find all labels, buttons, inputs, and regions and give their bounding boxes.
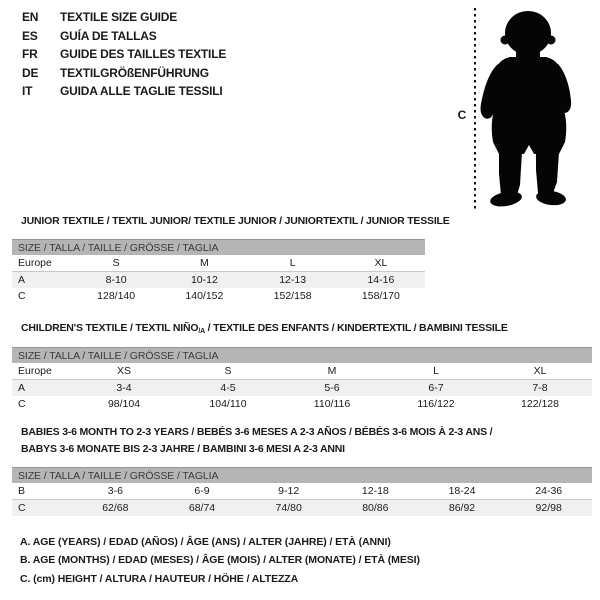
size-value-cell: 12-13: [279, 274, 307, 286]
children-title-rest: / TEXTILE DES ENFANTS / KINDERTEXTIL / BAMBINI TESSILE: [204, 322, 508, 334]
size-value-cell: M: [200, 257, 209, 269]
baby-silhouette-icon: [481, 11, 572, 209]
guide-title: GUIDE DES TAILLES TEXTILE: [60, 47, 227, 62]
junior-table-title: JUNIOR TEXTILE / TEXTIL JUNIOR/ TEXTILE JUNIOR / JUNIORTEXTIL / JUNIOR TESSILE: [21, 215, 450, 227]
table-row: [12, 272, 425, 288]
table-row: [12, 363, 592, 380]
size-header-band: SIZE / TALLA / TAILLE / GRÖSSE / TAGLIA: [12, 347, 592, 363]
height-measure-figure: [440, 2, 600, 214]
size-value-cell: L: [289, 257, 296, 269]
legend-line-c: C. (cm) HEIGHT / ALTURA / HAUTEUR / HÖHE / ALTEZZA: [20, 572, 299, 585]
row-label: A: [18, 382, 26, 394]
table-row: [12, 288, 425, 304]
size-value-cell: 74/80: [275, 502, 302, 514]
language-code: IT: [22, 84, 33, 99]
table-row: [12, 255, 425, 272]
size-value-cell: 98/104: [107, 398, 141, 410]
children-table-title: [21, 322, 508, 335]
row-label: C: [18, 502, 26, 514]
language-row: [22, 27, 226, 46]
legend-line-b: B. AGE (MONTHS) / EDAD (MESES) / ÂGE (MOIS) / ALTER (MONATE) / ETÀ (MESI): [20, 554, 420, 567]
legend-line-a: A. AGE (YEARS) / EDAD (AÑOS) / ÂGE (ANS) / ALTER (JAHRE) / ETÀ (ANNI): [20, 536, 391, 548]
language-row: [22, 45, 226, 64]
row-label: A: [18, 274, 26, 286]
row-label: C: [18, 290, 26, 302]
children-title-main: CHILDREN'S TEXTILE / TEXTIL NIÑO: [21, 322, 199, 334]
table-row: [12, 483, 592, 500]
row-label: B: [18, 485, 26, 497]
size-value-cell: 80/86: [362, 502, 389, 514]
language-title-list: [22, 8, 226, 101]
size-value-cell: 68/74: [188, 502, 216, 514]
language-row: [22, 64, 226, 83]
height-measure-label: C: [457, 108, 467, 122]
guide-title: GUÍA DE TALLAS: [60, 28, 157, 43]
size-value-cell: S: [112, 257, 120, 269]
size-value-cell: 4-5: [220, 382, 236, 394]
size-value-cell: XS: [116, 365, 131, 377]
children-title-subscript: /A: [198, 328, 205, 335]
size-value-cell: 128/140: [97, 290, 136, 302]
guide-title: GUIDA ALLE TAGLIE TESSILI: [60, 84, 223, 99]
language-code: ES: [22, 28, 38, 43]
babies-table-title: [21, 424, 492, 458]
size-value-cell: 152/158: [273, 290, 312, 302]
size-value-cell: 3-6: [107, 485, 123, 497]
size-value-cell: 12-18: [361, 485, 389, 497]
size-value-cell: 8-10: [105, 274, 127, 286]
language-code: FR: [22, 47, 38, 62]
guide-title: TEXTILGRÖßENFÜHRUNG: [60, 65, 209, 80]
size-value-cell: 104/110: [209, 398, 247, 410]
size-value-cell: 7-8: [532, 382, 548, 394]
size-value-cell: 140/152: [185, 290, 224, 302]
size-value-cell: M: [327, 365, 337, 377]
size-value-cell: 24-36: [535, 485, 563, 497]
size-value-cell: 9-12: [278, 485, 300, 497]
size-value-cell: 10-12: [190, 274, 218, 286]
table-row: [12, 396, 592, 412]
babies-title-line1: BABIES 3-6 MONTH TO 2-3 YEARS / BEBÉS 3-6 MESES A 2-3 AÑOS / BÉBÉS 3-6 MOIS À 2-3 ANS /: [21, 426, 493, 438]
size-header-band: SIZE / TALLA / TAILLE / GRÖSSE / TAGLIA: [12, 239, 425, 255]
size-value-cell: S: [224, 365, 232, 377]
language-row: [22, 82, 226, 101]
children-table-rows: [12, 363, 592, 412]
size-value-cell: 6-9: [194, 485, 210, 497]
size-value-cell: 92/98: [535, 502, 562, 514]
row-label: Europe: [18, 257, 52, 269]
babies-size-table: [12, 467, 592, 516]
size-value-cell: 6-7: [428, 382, 444, 394]
size-value-cell: 62/68: [102, 502, 129, 514]
babies-table-rows: [12, 483, 592, 516]
size-value-cell: 3-4: [116, 382, 132, 394]
size-value-cell: XL: [374, 257, 388, 269]
language-code: EN: [22, 10, 39, 25]
row-label: Europe: [18, 365, 52, 377]
size-header-band: SIZE / TALLA / TAILLE / GRÖSSE / TAGLIA: [12, 467, 592, 483]
guide-title: TEXTILE SIZE GUIDE: [60, 10, 178, 25]
language-row: [22, 8, 226, 27]
junior-table-rows: [12, 255, 425, 304]
size-value-cell: 18-24: [448, 485, 476, 497]
table-row: [12, 500, 592, 516]
size-value-cell: 122/128: [521, 398, 559, 410]
size-value-cell: 86/92: [448, 502, 476, 514]
children-size-table: [12, 347, 592, 412]
junior-size-table: [12, 239, 425, 304]
language-code: DE: [22, 65, 39, 80]
size-value-cell: 14-16: [367, 274, 395, 286]
size-value-cell: XL: [533, 365, 547, 377]
table-row: [12, 380, 592, 396]
size-value-cell: 158/170: [361, 290, 400, 302]
babies-title-line2: BABYS 3-6 MONATE BIS 2-3 JAHRE / BAMBINI 3-6 MESI A 2-3 ANNI: [21, 443, 345, 455]
row-label: C: [18, 398, 26, 410]
size-value-cell: L: [433, 365, 439, 377]
size-value-cell: 116/122: [417, 398, 455, 410]
size-value-cell: 110/116: [313, 398, 351, 410]
size-value-cell: 5-6: [324, 382, 340, 394]
measure-legend: [20, 536, 420, 591]
